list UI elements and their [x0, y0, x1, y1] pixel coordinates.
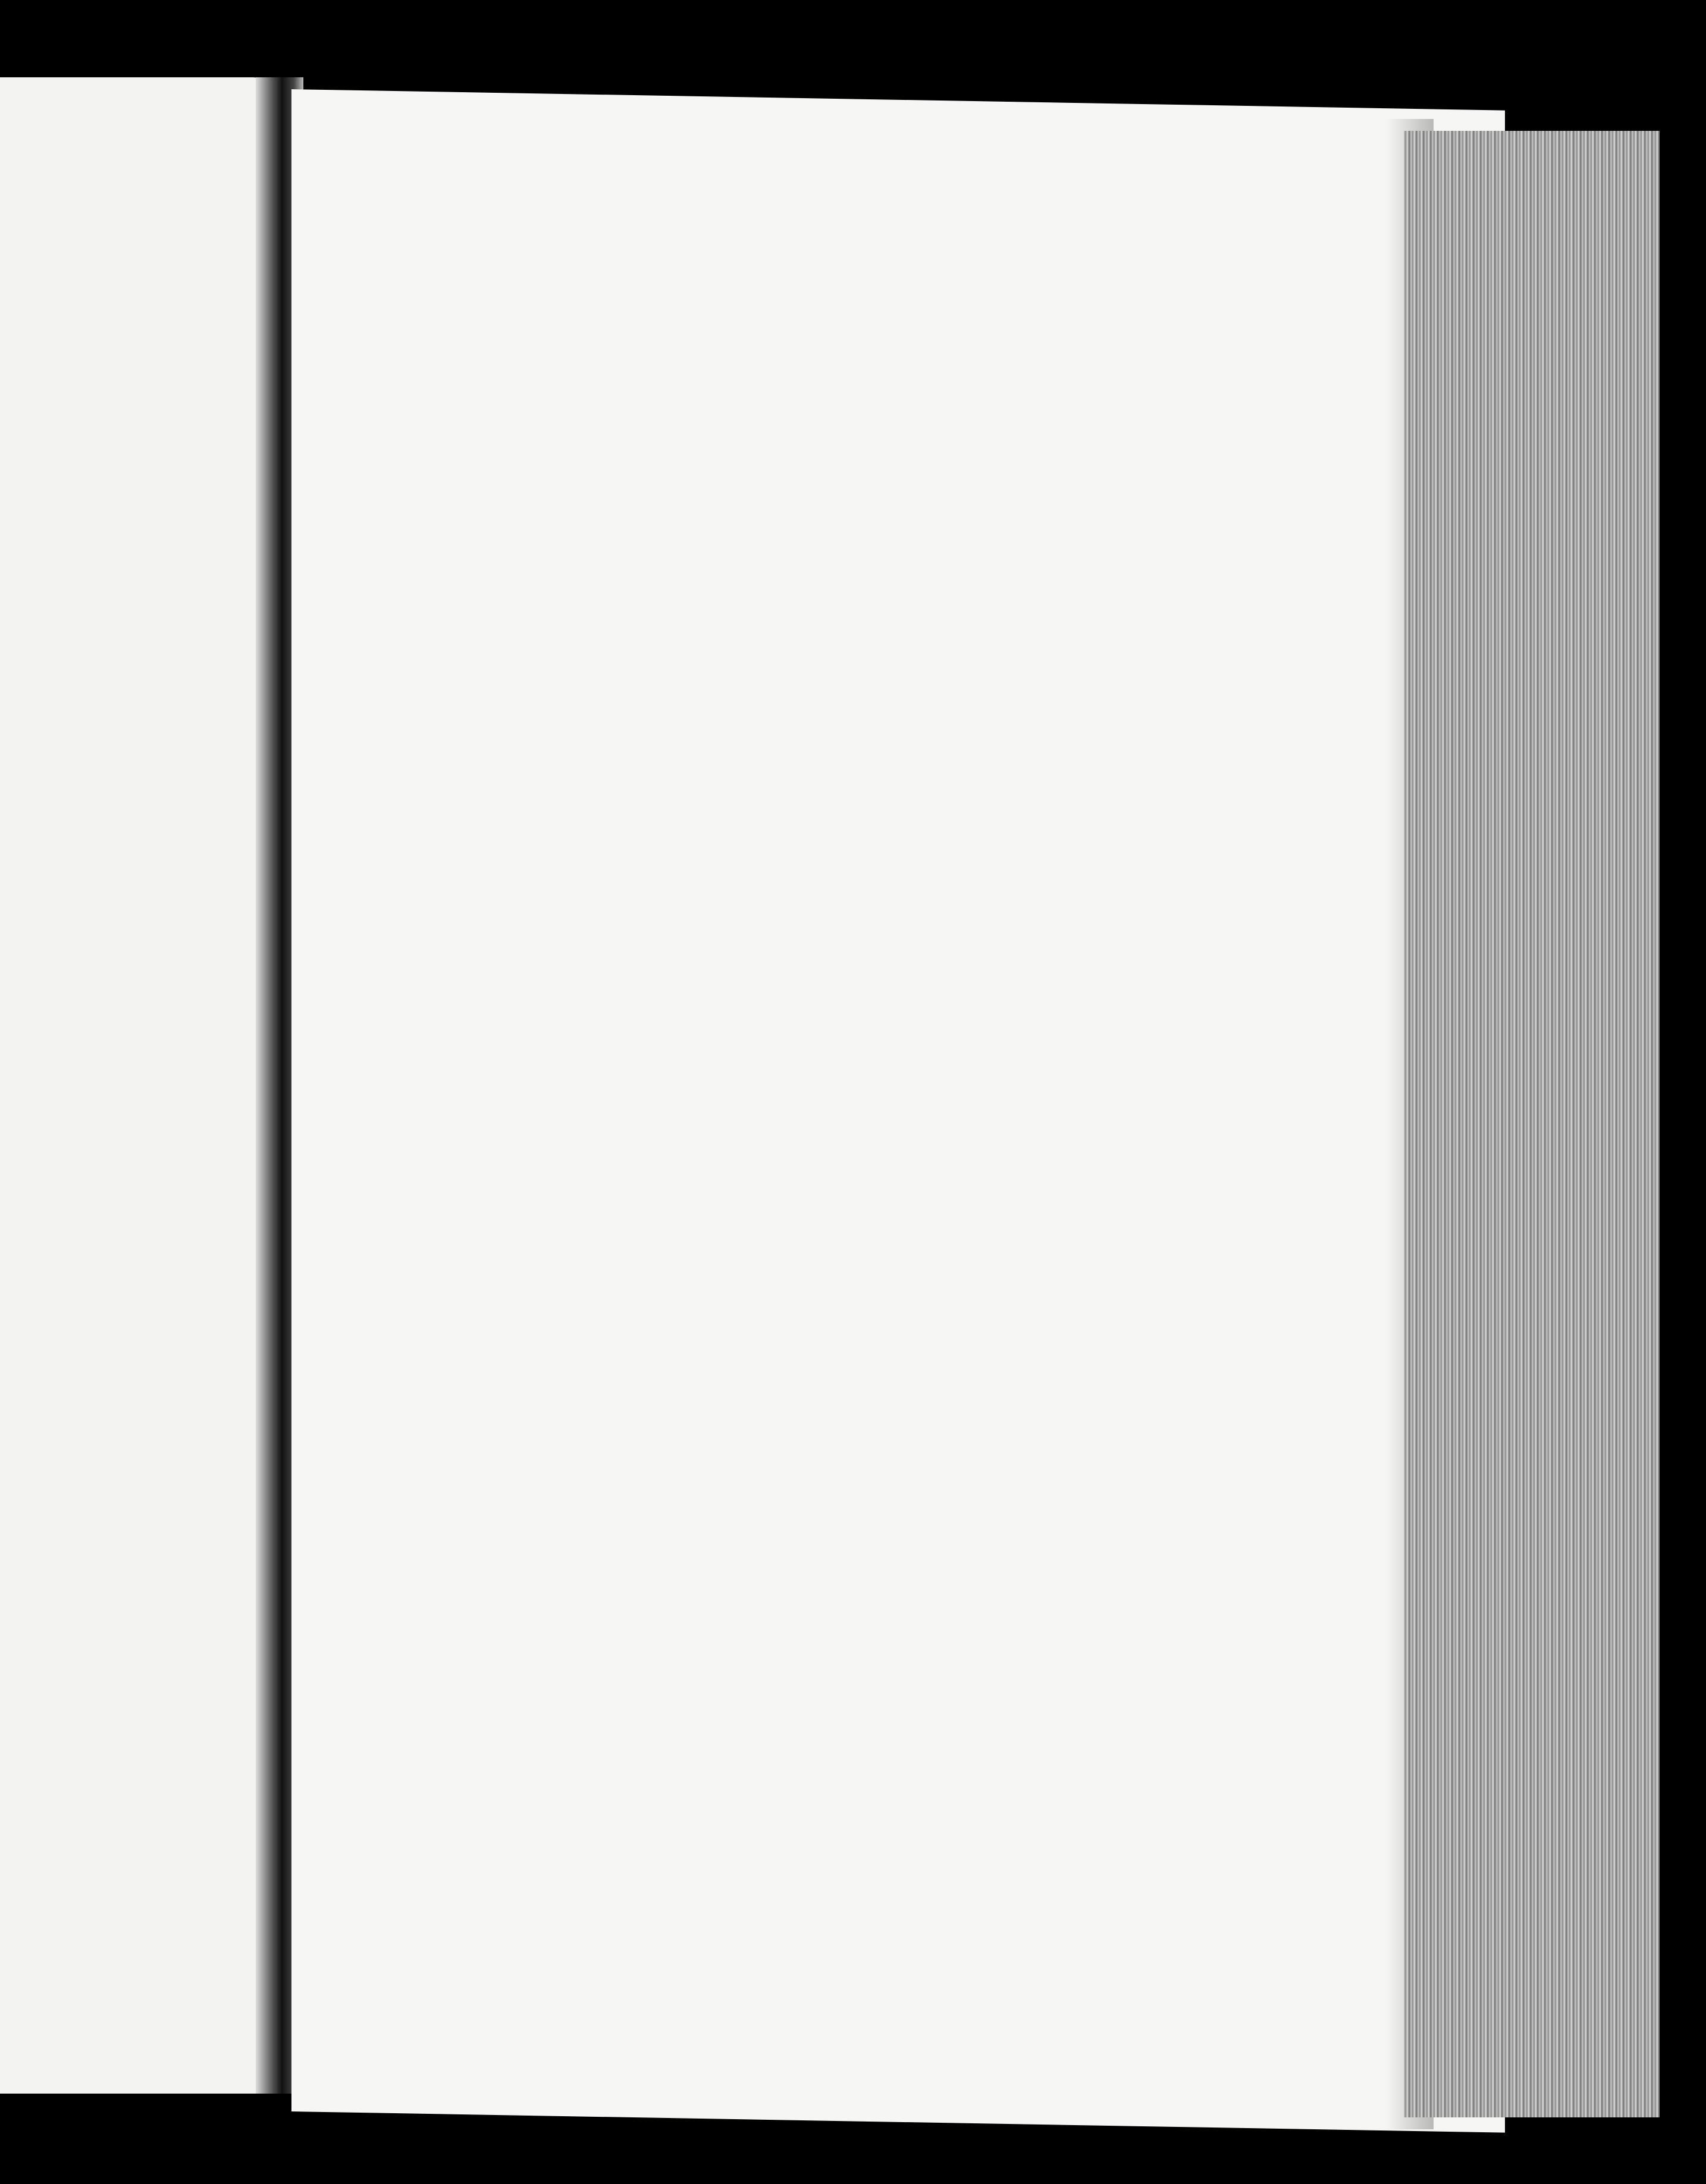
left-page [0, 77, 271, 2094]
margin-note-expedition [291, 89, 1505, 111]
right-page [291, 89, 1505, 2133]
fleet-table [291, 89, 1505, 111]
running-head [571, 204, 592, 249]
margin-note-fleet [291, 89, 1505, 111]
paragraph-2 [291, 89, 1505, 111]
page-edges [1404, 131, 1660, 2117]
paragraph-1 [291, 89, 1505, 111]
